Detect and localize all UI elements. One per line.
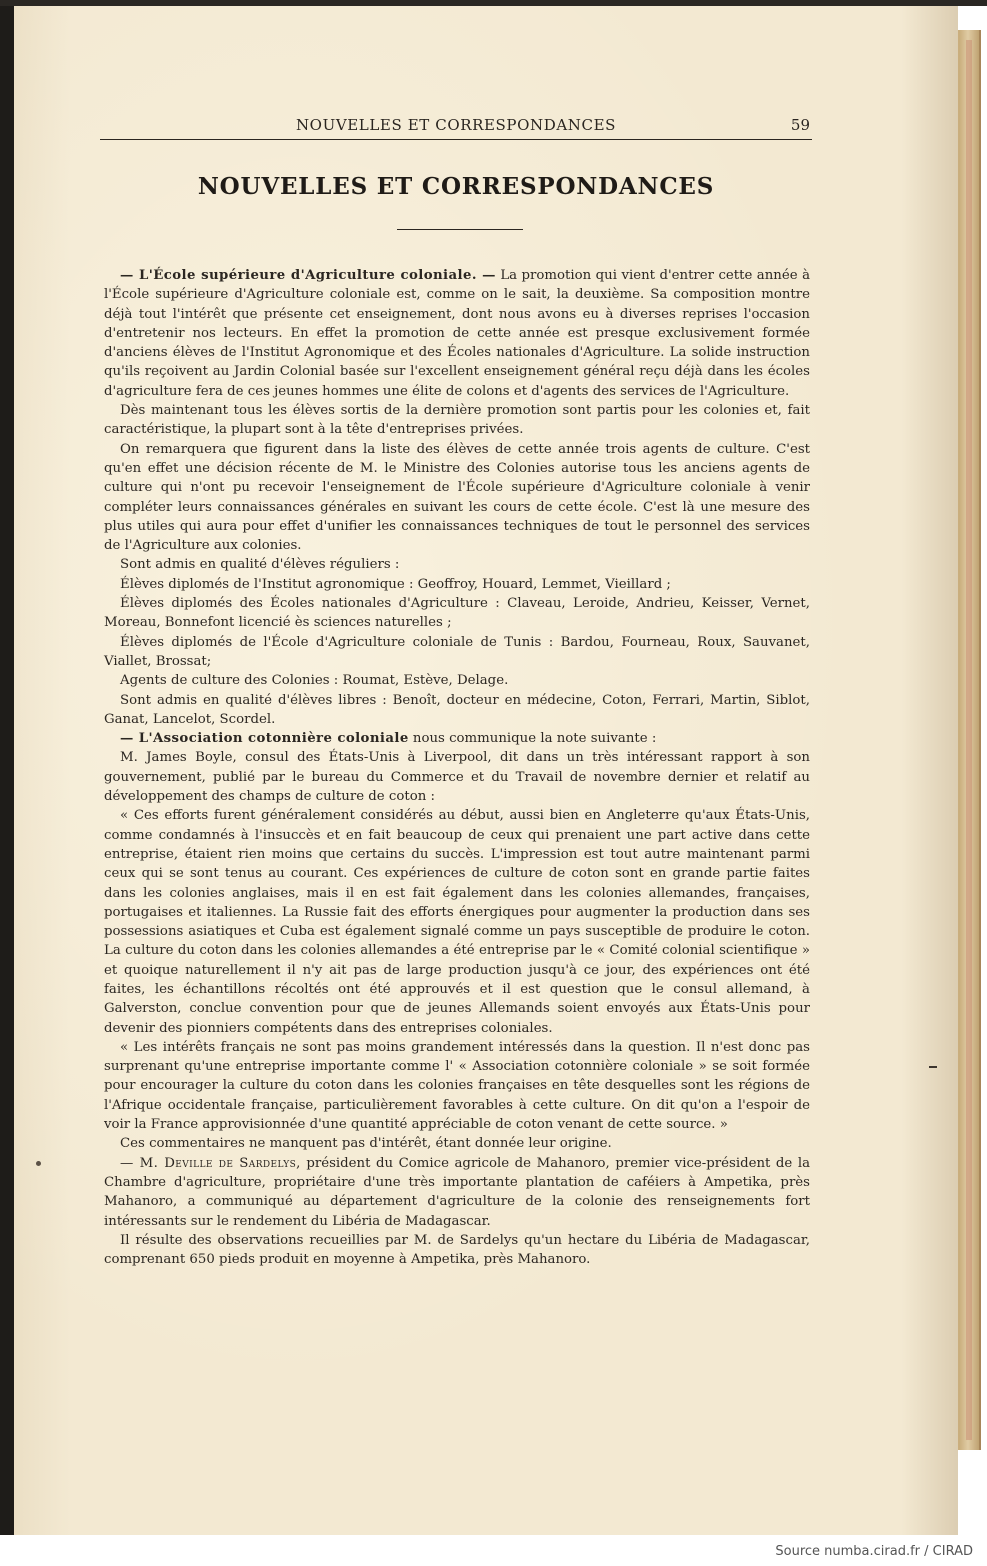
source-credit: Source numba.cirad.fr / CIRAD [775,1544,973,1559]
list-item: Élèves diplomés des Écoles nationales d'Agriculture : Claveau, Leroide, Andrieu, Keisser, Vernet, Moreau, Bonnefont licencié ès sciences naturelles ; [104,596,810,631]
page-blemish [36,1161,41,1166]
paragraph: Ces commentaires ne manquent pas d'intérêt, étant donnée leur origine. [120,1136,612,1152]
page-number: 59 [790,116,810,134]
paragraph-lead: — L'École supérieure d'Agriculture coloniale. — [120,268,496,283]
scan-background-top [0,0,987,6]
margin-mark [929,1066,937,1068]
paragraph-quote: « Ces efforts furent généralement considérés au début, aussi bien en Angleterre qu'aux États-Unis, comme condamnés à l'insuccès et en fait beaucoup de ceux qui prenaient une part active dans cette entreprise, étaient rien moins que certains du succès. L'impression est tout autre maintenant parmi ceux qui se sont tenus au courant. Ces expériences de culture de coton sont en grande partie faites dans les colonies anglaises, mais il en est fait également dans les colonies allemandes, françaises, portugaises et italiennes. La Russie fait des efforts énergiques pour augmenter la production dans ses possessions asiatiques et Cuba est également signalé comme un pays susceptible de produire le coton. La culture du coton dans les colonies allemandes a été entreprise par le « Comité colonial scientifique » et quoique naturellement il n'y ait pas de large production jusqu'à ce jour, des expériences ont été faites, les échantillons récoltés ont été approuvés et il est question que le consul allemand, à Galverston, conclue convention pour que de jeunes Allemands soient envoyés aux États-Unis pour devenir des pionniers compétents dans des entreprises coloniales. [104,808,810,1036]
paragraph: Sont admis en qualité d'élèves réguliers : [120,557,400,573]
list-item: Élèves diplomés de l'Institut agronomique : Geoffroy, Houard, Lemmet, Vieillard ; [120,576,671,592]
scan-background-left [0,0,14,1535]
paragraph: On remarquera que figurent dans la liste des élèves de cette année trois agents de culture. C'est qu'en effet une décision récente de M. le Ministre des Colonies autorise tous les anciens agents de culture qui n'ont pu recevoir l'enseignement de l'École supérieure d'Agriculture coloniale à venir compléter leurs connaissances générales en suivant les cours de cette école. C'est là une mesure des plus utiles qui aura pour effet d'unifier les connaissances techniques de tout le personnel des services de l'Agriculture aux colonies. [104,441,810,554]
paragraph-lead: — L'Association cotonnière coloniale [120,731,409,747]
list-item: Agents de culture des Colonies : Roumat, Estève, Delage. [120,673,509,689]
page-stack-tint [966,40,972,1440]
running-title: NOUVELLES ET CORRESPONDANCES [295,116,617,134]
paragraph-ecole [104,266,810,401]
paragraph: Dès maintenant tous les élèves sortis de la dernière promotion sont partis pour les colonies et, fait caractéristique, la plupart sont à la tête d'entreprises privées. [104,403,810,438]
title-divider [397,229,523,230]
paragraph: M. James Boyle, consul des États-Unis à Liverpool, dit dans un très intéressant rapport à son gouvernement, publié par le bureau du Commerce et du Travail de novembre dernier et relatif au développement des champs de culture de coton : [104,750,810,805]
paragraph: Il résulte des observations recueillies par M. de Sardelys qu'un hectare du Libéria de Madagascar, comprenant 650 pieds produit en moyenne à Ampetika, près Mahanoro. [104,1232,810,1268]
running-header [100,115,812,140]
paragraph-quote: « Les intérêts français ne sont pas moins grandement intéressés dans la question. Il n'est donc pas surprenant qu'une entreprise importante comme l' « Association cotonnière coloniale » se soit formée pour encourager la culture du coton dans les colonies françaises en tête desquelles sont les régions de l'Afrique occidentale française, particulièrement favorables à cette culture. On dit qu'on a l'espoir de voir la France approvisionnée d'une quantité appréciable de coton venant de cette source. » [104,1039,810,1133]
paragraph-lead: — M. Deville de Sardelys, [120,1155,301,1171]
article-body [104,266,810,1269]
paragraph-text: nous communique la note suivante : [408,731,657,747]
page-title: NOUVELLES ET CORRESPONDANCES [197,173,715,200]
paragraph-association [104,729,810,748]
paragraph: Sont admis en qualité d'élèves libres : Benoît, docteur en médecine, Coton, Ferrari, Martin, Siblot, Ganat, Lancelot, Scordel. [104,692,810,727]
list-item: Élèves diplomés de l'École d'Agriculture coloniale de Tunis : Bardou, Fourneau, Roux, Sauvanet, Viallet, Brossat; [104,634,810,669]
paragraph-sardelys [104,1154,810,1231]
paragraph-text: La promotion qui vient d'entrer cette année à l'École supérieure d'Agriculture coloniale est, comme on le sait, la deuxième. Sa composition montre déjà tout l'intérêt que présente cet enseignement, dont nous avons eu à diverses reprises l'occasion d'entretenir nos lecteurs. En effet la promotion de cette année est presque exclusivement formée d'anciens élèves de l'Institut Agronomique et des Écoles nationales d'Agriculture. La solide instruction qu'ils reçoivent au Jardin Colonial basée sur l'excellent enseignement général reçu déjà dans les écoles d'agriculture fera de ces jeunes hommes une élite de colons et d'agents des services de l'Agriculture. [104,268,810,399]
paragraph-text: président du Comice agricole de Mahanoro, premier vice-président de la Chambre d'agriculture, propriétaire d'une très importante plantation de caféiers à Ampetika, près Mahanoro, a communiqué au département d'agriculture de la colonie des renseignements fort intéressants sur le rendement du Libéria de Madagascar. [104,1155,811,1229]
